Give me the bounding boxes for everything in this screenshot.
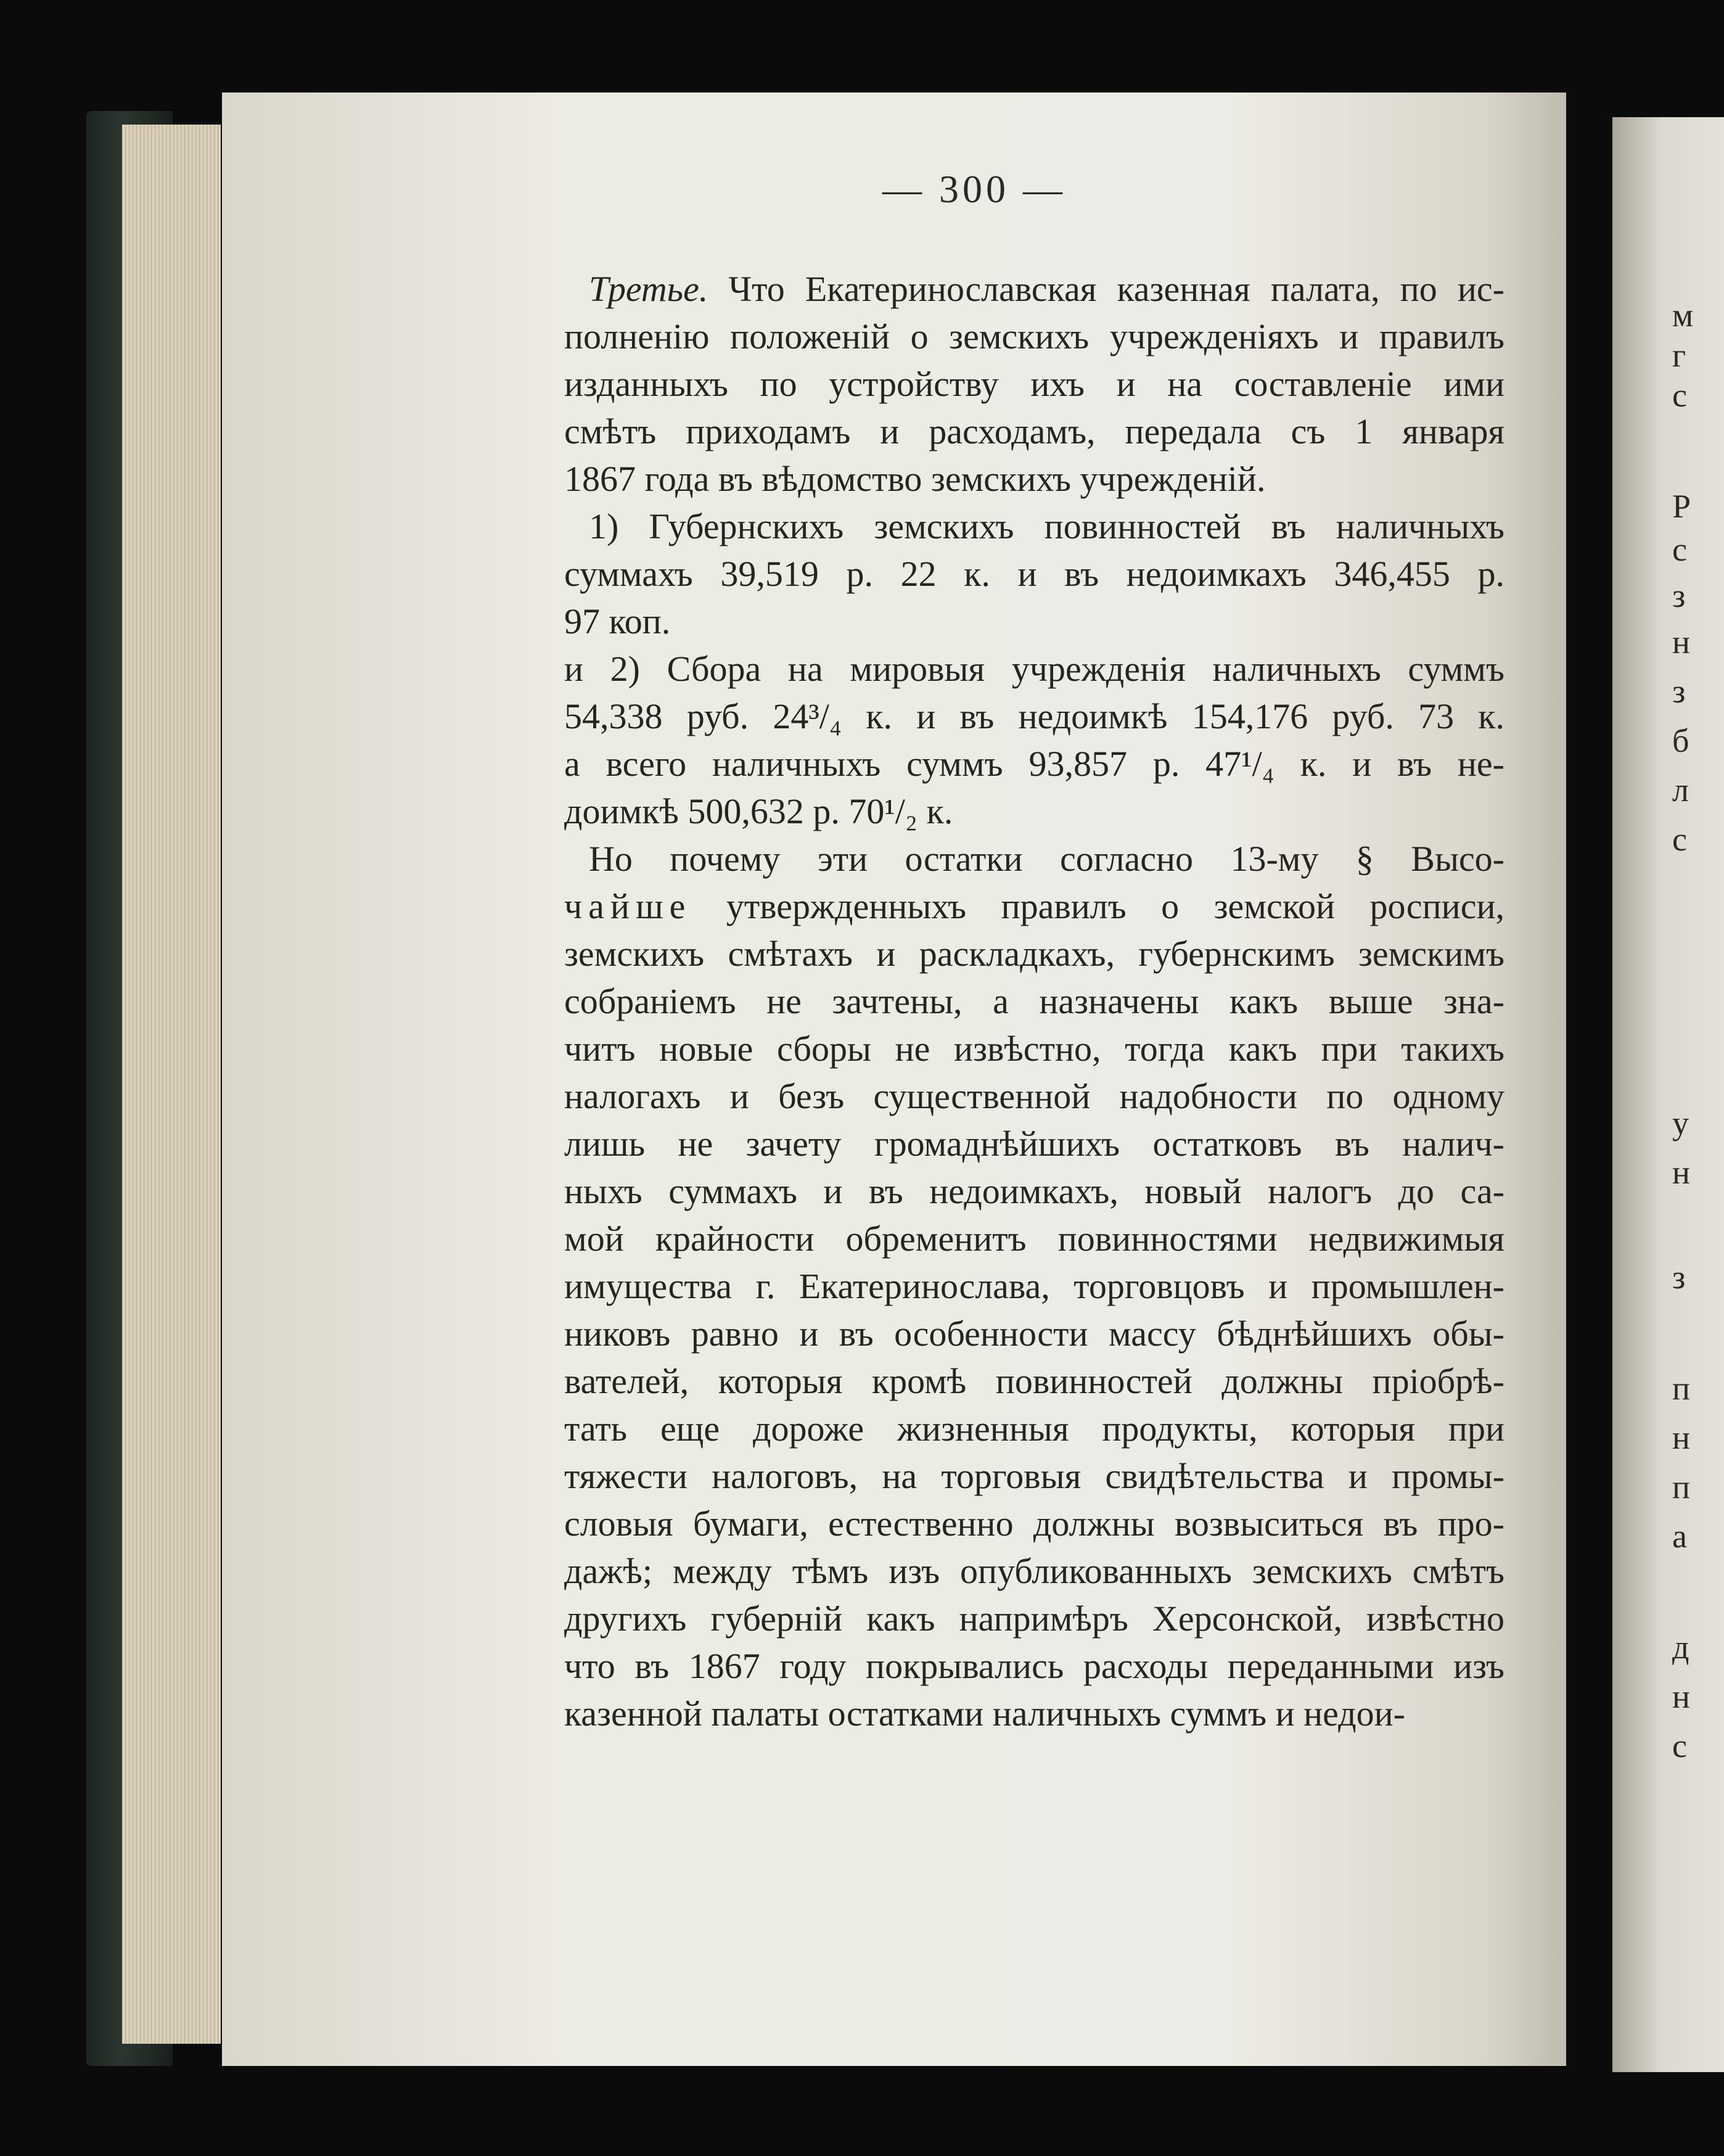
facing-page (1612, 117, 1724, 2072)
line-text: суммахъ 39,519 р. 22 к. и въ недоимкахъ 346,455 р. (564, 554, 1504, 594)
line-text: смѣтъ приходамъ и расходамъ, передала съ 1 января (564, 411, 1504, 451)
line-text: Что Екатеринославская казенная палата, по ис- (708, 269, 1504, 309)
line-text: ныхъ суммахъ и въ недоимкахъ, новый налогъ до са- (564, 1171, 1504, 1211)
text-line (564, 598, 1504, 645)
text-line (564, 930, 1504, 977)
line-text: 1) Губернскихъ земскихъ повинностей въ наличныхъ (589, 506, 1504, 546)
line-text: полненію положеній о земскихъ учрежденіяхъ и правилъ (564, 316, 1504, 356)
line-text: а всего наличныхъ суммъ 93,857 р. 47¹/₄ к. и въ не- (564, 744, 1504, 784)
facing-page-char: а (1672, 1518, 1687, 1555)
text-line (564, 788, 1504, 835)
text-line (564, 1310, 1504, 1357)
line-text: утвержденныхъ правилъ о земской росписи, (691, 886, 1504, 926)
line-text: тать еще дороже жизненныя продукты, которыя при (564, 1409, 1504, 1449)
text-line (564, 883, 1504, 930)
facing-page-char: л (1672, 771, 1689, 808)
line-text: 97 коп. (564, 601, 671, 641)
text-line (564, 550, 1504, 598)
text-line (564, 1500, 1504, 1547)
line-text: собраніемъ не зачтены, а назначены какъ выше зна- (564, 981, 1504, 1021)
line-text: дажѣ; между тѣмъ изъ опубликованныхъ земскихъ смѣтъ (564, 1551, 1504, 1591)
facing-page-char: з (1672, 577, 1686, 614)
line-text: имущества г. Екатеринослава, торговцовъ и промышлен- (564, 1266, 1504, 1306)
text-line (564, 740, 1504, 788)
line-text: никовъ равно и въ особенности массу бѣднѣйшихъ обы- (564, 1314, 1504, 1354)
text-line (564, 1167, 1504, 1215)
facing-page-char: с (1672, 1727, 1687, 1764)
line-text: доимкѣ 500,632 р. 70¹/₂ к. (564, 791, 953, 831)
facing-page-char: с (1672, 377, 1687, 414)
line-text: 1867 года въ вѣдомство земскихъ учрежденій. (564, 459, 1266, 499)
line-text: 54,338 руб. 24³/₄ к. и въ недоимкѣ 154,176 руб. 73 к. (564, 696, 1504, 736)
facing-page-char: н (1672, 1419, 1690, 1456)
line-text: мой крайности обременитъ повинностями недвижимыя (564, 1219, 1504, 1259)
text-line (564, 503, 1504, 550)
text-line (564, 1215, 1504, 1262)
line-text: что въ 1867 году покрывались расходы переданными изъ (564, 1646, 1504, 1686)
line-text: изданныхъ по устройству ихъ и на составленіе ими (564, 364, 1504, 404)
page-edges (122, 125, 221, 2044)
line-text: и 2) Сбора на мировыя учрежденія наличныхъ суммъ (564, 649, 1504, 689)
facing-page-char: с (1672, 531, 1687, 568)
facing-page-char: п (1672, 1370, 1690, 1407)
text-line (564, 1690, 1504, 1737)
line-text: вателей, которыя кромѣ повинностей должны пріобрѣ- (564, 1361, 1504, 1401)
text-line (564, 1547, 1504, 1595)
line-text: земскихъ смѣтахъ и раскладкахъ, губернскимъ земскимъ (564, 934, 1504, 974)
text-line (564, 645, 1504, 693)
text-line (564, 1072, 1504, 1120)
text-line (564, 1025, 1504, 1072)
text-line (564, 835, 1504, 883)
text-line (564, 313, 1504, 360)
text-line (564, 455, 1504, 503)
spaced-word: чайше (564, 886, 692, 926)
text-line (564, 1452, 1504, 1500)
line-text: тяжести налоговъ, на торговыя свидѣтельства и промы- (564, 1456, 1504, 1496)
line-text: налогахъ и безъ существенной надобности по одному (564, 1076, 1504, 1116)
facing-page-char: с (1672, 821, 1687, 858)
text-line (564, 265, 1504, 313)
facing-page-char: н (1672, 1154, 1690, 1191)
italic-lead: Третье. (589, 269, 708, 309)
facing-page-char: м (1672, 297, 1694, 334)
facing-page-char: н (1672, 623, 1690, 660)
facing-page-char: з (1672, 1259, 1686, 1296)
line-text: лишь не зачету громаднѣйшихъ остатковъ въ налич- (564, 1124, 1504, 1164)
line-text: словыя бумаги, естественно должны возвыситься въ про- (564, 1504, 1504, 1544)
text-line (564, 977, 1504, 1025)
facing-page-char: д (1672, 1629, 1689, 1666)
page-text (564, 265, 1504, 1737)
text-line (564, 1642, 1504, 1690)
line-text: другихъ губерній какъ напримѣръ Херсонской, извѣстно (564, 1598, 1504, 1639)
facing-page-char: б (1672, 722, 1689, 759)
facing-page-char: у (1672, 1105, 1689, 1142)
facing-page-char: п (1672, 1468, 1690, 1505)
text-line (564, 1262, 1504, 1310)
text-line (564, 1595, 1504, 1642)
text-line (564, 408, 1504, 455)
page-number: — 300 — (882, 167, 1066, 211)
line-text: Но почему эти остатки согласно 13-му § Высо- (589, 839, 1504, 879)
text-line (564, 693, 1504, 740)
text-line (564, 360, 1504, 408)
text-line (564, 1405, 1504, 1452)
facing-page-char: г (1672, 337, 1686, 374)
line-text: казенной палаты остатками наличныхъ суммъ и недои- (564, 1693, 1405, 1734)
line-text: читъ новые сборы не извѣстно, тогда какъ при такихъ (564, 1029, 1504, 1069)
facing-page-char: Р (1672, 488, 1691, 525)
text-line (564, 1357, 1504, 1405)
facing-page-char: з (1672, 673, 1686, 710)
text-line (564, 1120, 1504, 1167)
facing-page-char: н (1672, 1678, 1690, 1715)
